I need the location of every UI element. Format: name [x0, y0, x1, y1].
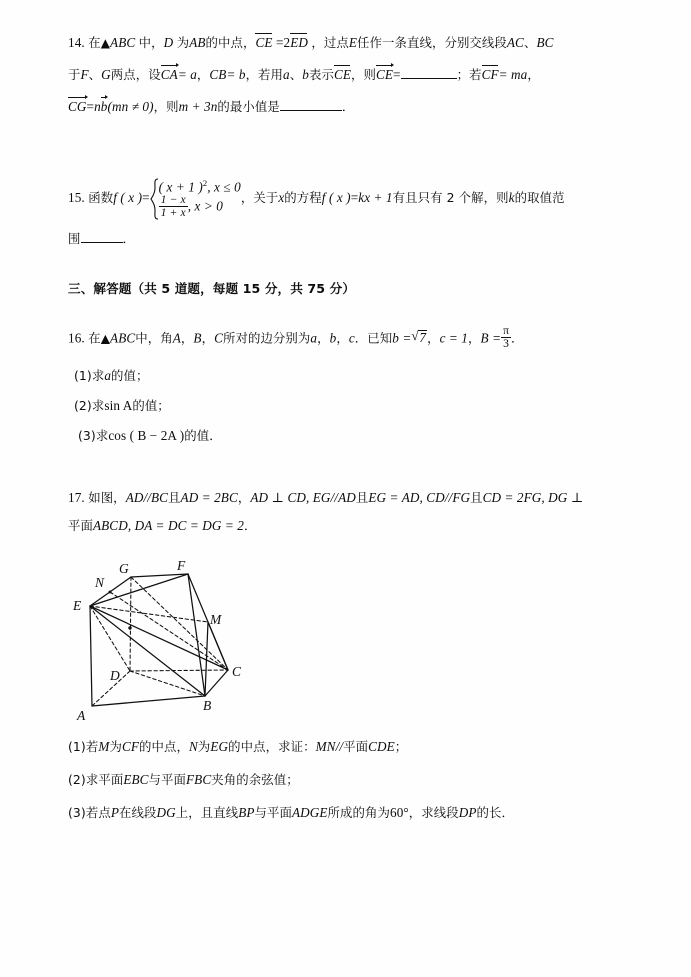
case-2	[159, 194, 241, 219]
p17-sub3-angle: 60°	[390, 805, 409, 820]
p17-sub1-pre: (1)若	[68, 739, 99, 754]
p16-period: ．	[511, 330, 524, 346]
p17-sub3-f: 的长．	[476, 805, 514, 820]
p14-l2-t3: ，若用	[245, 67, 284, 82]
p14-t2: 中，	[138, 35, 164, 50]
piecewise-cases	[159, 179, 241, 220]
vector-ce-2: CE	[333, 67, 351, 82]
p15-case1-cond: , x ≤ 0	[207, 178, 241, 194]
p17-sub1-d: 的中点，求证：	[228, 739, 316, 754]
edge-D-C	[130, 670, 228, 671]
p15-t3: 的方程	[284, 190, 322, 206]
edge-E-F	[90, 574, 188, 606]
p15-tail1: 有且只有 2 个解，则	[392, 190, 509, 206]
p17-e3: AD ⊥ CD, EG//AD	[250, 490, 356, 505]
p14-dun3: 、	[289, 67, 303, 82]
p15-fx: f ( x )	[113, 190, 143, 206]
p16-t3: 所对的边分别为	[222, 330, 311, 346]
p17-sub3-c: 与平面	[254, 805, 292, 820]
p16-c2: ，	[201, 330, 215, 346]
p14-l2-t2: 两点，设	[110, 67, 161, 82]
p17-e2: AD = 2BC	[180, 490, 238, 505]
p14-eq3: =	[86, 99, 95, 114]
three-denominator: 3	[503, 337, 510, 351]
pi-over-3	[501, 325, 511, 350]
vector-ce-3: CE	[375, 67, 394, 82]
p17-sub3-d: 所成的角为	[327, 805, 390, 820]
p16-c5: ，	[427, 330, 440, 346]
sqrt-7	[411, 330, 427, 344]
p16-sub3-pre: (3)求	[78, 428, 109, 443]
p15-t1: 函数	[88, 190, 114, 206]
p16-sub2-pre: (2)求	[74, 398, 105, 413]
p14-eq1: =	[275, 35, 284, 50]
p14-eq2: =	[393, 67, 401, 82]
p16-c1: ，	[180, 330, 194, 346]
p16-sub1-post: 的值；	[111, 368, 149, 383]
answer-blank-15	[81, 242, 123, 243]
p17-sub1-M: M	[98, 739, 110, 754]
vector-ca: CA	[160, 67, 178, 82]
figure-label-C: C	[232, 664, 242, 679]
p17-sub1-N: N	[188, 739, 198, 754]
p17-sub1-e: 平面	[343, 739, 369, 754]
p14-cond: (mn ≠ 0)	[107, 99, 154, 114]
edge-D-B	[130, 671, 205, 696]
p14-expr: m + 3n	[178, 99, 218, 114]
vector-cg: CG	[68, 99, 87, 114]
p17-qie2: 且	[355, 490, 369, 505]
p15-k: k	[508, 190, 515, 206]
figure-label-E: E	[73, 598, 82, 613]
problem-14-number: 14.	[68, 35, 85, 50]
p14-two: 2	[283, 35, 291, 50]
p15-eq-sign: =	[350, 190, 359, 206]
edge-E-A	[90, 606, 92, 706]
p14-period: ．	[341, 99, 355, 114]
p16-t2: 中，角	[135, 330, 173, 346]
p14-eq-ma: = ma	[498, 67, 528, 82]
p17-sub1-end: ；	[394, 739, 408, 754]
p14-l2-comma: ，	[527, 67, 540, 82]
p15-eq-fx: f ( x )	[321, 190, 351, 206]
p14-d: D	[163, 35, 174, 50]
p17-qie1: 且	[168, 490, 181, 505]
edge-N-C	[110, 592, 228, 670]
vector-ce: CE	[255, 35, 273, 50]
p15-line2: 围	[68, 231, 81, 246]
vector-ed: ED	[290, 35, 308, 50]
p17-sub3-a: 在线段	[119, 805, 157, 820]
p14-G: G	[101, 67, 111, 82]
p14-semi: ；若	[456, 67, 482, 82]
edge-A-B	[92, 696, 205, 706]
p14-l2-t5: ，则	[351, 67, 376, 82]
p16-sub1-var: a	[104, 368, 112, 383]
section-3-heading: 三、解答题（共 5 道题，每题 15 分，共 75 分）	[68, 281, 356, 296]
p14-comma1: ，	[196, 67, 210, 82]
p17-sub2-EBC: EBC	[123, 772, 149, 787]
answer-blank-14-1	[401, 78, 457, 79]
answer-blank-14-2	[280, 110, 342, 111]
p14-bc: BC	[536, 35, 554, 50]
p17-sub3-DG: DG	[156, 805, 176, 820]
vertex-dot-N	[109, 591, 112, 594]
p17-e5: CD = 2FG, DG ⊥	[482, 490, 584, 505]
piecewise-brace	[150, 178, 159, 220]
p17-sub2-pre: (2)求平面	[68, 772, 124, 787]
p14-n: n	[94, 99, 101, 114]
p14-dun1: 、	[523, 35, 537, 50]
figure-label-A: A	[77, 708, 86, 723]
p15-frac	[159, 194, 188, 219]
p16-t4: ．已知	[354, 330, 393, 346]
p14-a-it: a	[283, 67, 290, 82]
p17-sub3-e: ，求线段	[408, 805, 459, 820]
p16-B-eq: B =	[480, 330, 502, 346]
p14-t3: 为	[176, 35, 190, 50]
figure-label-D: D	[110, 668, 120, 683]
p16-sub2-fn: sin A	[104, 398, 133, 413]
problem-17-number: 17.	[68, 490, 85, 505]
p15-frac-den: 1 + x	[160, 206, 186, 220]
p14-F: F	[80, 67, 89, 82]
p14-E: E	[348, 35, 358, 50]
p14-b-it: b	[302, 67, 309, 82]
p14-ac: AC	[506, 35, 524, 50]
p17-e1: AD//BC	[125, 490, 169, 505]
p14-cb: CB	[209, 67, 227, 82]
vector-cf: CF	[481, 67, 499, 82]
p15-x: x	[278, 190, 285, 206]
p17-sub2-FBC: FBC	[186, 772, 212, 787]
p17-sub1-MN: MN//	[315, 739, 344, 754]
p15-tail2: 的取值范	[514, 190, 565, 206]
p14-l3-t1: ，则	[153, 99, 179, 114]
p14-l2-t4: 表示	[308, 67, 334, 82]
p17-e6: ABCD, DA = DC = DG = 2	[92, 518, 244, 533]
p17-sub3-pre: (3)若点	[68, 805, 111, 820]
sqrt-7-radicand: 7	[419, 330, 427, 346]
p16-a: a	[310, 330, 318, 346]
p15-frac-num: 1 − x	[160, 193, 186, 207]
figure-label-G: G	[119, 561, 129, 576]
p17-sub3-P: P	[110, 805, 119, 820]
p16-c6: ，	[468, 330, 481, 346]
p15-case2-cond: , x > 0	[187, 198, 223, 214]
p15-rhs: kx + 1	[358, 190, 393, 206]
p16-t1: 在	[88, 330, 101, 346]
edge-F-B	[188, 574, 205, 696]
p17-sub1-EG: EG	[210, 739, 229, 754]
p17-t1: 如图，	[88, 490, 126, 505]
p15-t2: ，关于	[240, 190, 279, 206]
case-1	[159, 179, 241, 195]
triangle-symbol-16: ▲	[100, 331, 111, 346]
p16-abc: ABC	[110, 330, 136, 346]
p16-B: B	[193, 330, 202, 346]
vector-b: b	[100, 99, 108, 114]
p14-t6: 任作一条直线，分别交线段	[357, 35, 507, 50]
p17-t2: 平面	[68, 518, 93, 533]
figure-label-M: M	[210, 612, 222, 627]
p16-sub2-post: 的值；	[132, 398, 170, 413]
p17-sub3-BP: BP	[238, 805, 255, 820]
p17-comma1: ，	[237, 490, 251, 505]
p17-sub3-ADGE: ADGE	[291, 805, 328, 820]
problem-16-number: 16.	[68, 330, 85, 346]
p16-A: A	[172, 330, 181, 346]
p14-t5: ，过点	[311, 35, 349, 50]
p16-c: c	[348, 330, 355, 346]
p14-l3-t2: 的最小值是	[217, 99, 280, 114]
p14-abc: ABC	[110, 35, 136, 50]
p17-sub1-CDE: CDE	[368, 739, 395, 754]
p16-b-eq: b =	[392, 330, 412, 346]
p17-qie3: 且	[470, 490, 483, 505]
p14-eqa: = a	[177, 67, 197, 82]
solid-geometry-figure	[60, 550, 310, 735]
p14-eqb: = b	[226, 67, 246, 82]
p16-sub3-fn: cos ( B − 2A )	[108, 428, 185, 443]
p16-C: C	[214, 330, 223, 346]
p17-sub1-CF: CF	[121, 739, 139, 754]
figure-label-N: N	[95, 575, 105, 590]
p17-sub3-b: 上，且直线	[175, 805, 239, 820]
p17-sub1-c: 为	[197, 739, 211, 754]
triangle-symbol: ▲	[100, 36, 111, 50]
p15-case1: ( x + 1 )	[158, 178, 203, 194]
figure-label-B: B	[203, 698, 212, 713]
p14-t4: 的中点，	[205, 35, 256, 50]
p17-sub1-a: 为	[109, 739, 122, 754]
p16-c4: ，	[336, 330, 349, 346]
p17-e4: EG = AD, CD//FG	[368, 490, 471, 505]
p15-period: ．	[122, 231, 135, 246]
p16-b: b	[329, 330, 337, 346]
p15-eq: =	[142, 190, 150, 206]
p14-dun2: 、	[88, 67, 102, 82]
p17-sub3-DP: DP	[458, 805, 477, 820]
p17-sub1-b: 的中点，	[139, 739, 189, 754]
figure-label-F: F	[177, 558, 186, 573]
p17-sub2-post: 夹角的余弦值；	[211, 772, 299, 787]
p16-sub3-post: 的值．	[184, 428, 222, 443]
p14-t1: 在	[88, 35, 101, 50]
p14-ab: AB	[189, 35, 206, 50]
vertex-dot-inner	[128, 626, 131, 629]
p17-sub2-mid: 与平面	[148, 772, 187, 787]
p16-sub1-pre: (1)求	[74, 368, 105, 383]
pi-numerator: π	[503, 324, 510, 337]
p14-l2-t1: 于	[68, 67, 81, 82]
p17-period: ．	[244, 518, 257, 533]
p15-case1-sup: 2	[202, 177, 208, 188]
p16-c3: ，	[317, 330, 330, 346]
edge-B-C	[205, 670, 228, 696]
problem-15-number: 15.	[68, 190, 85, 206]
p16-c-eq: c = 1	[439, 330, 469, 346]
